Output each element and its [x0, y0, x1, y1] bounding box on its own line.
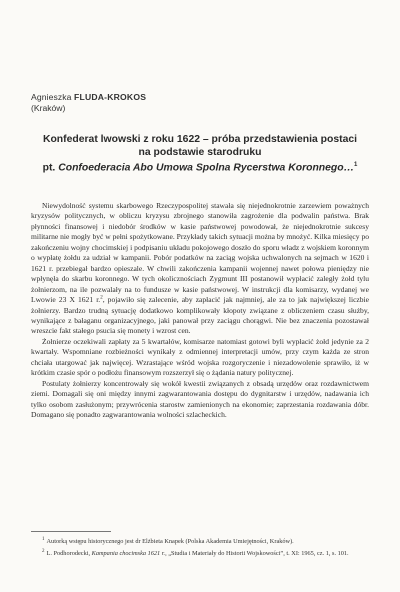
footnote-1-number: 1	[42, 537, 45, 542]
footnote-divider	[31, 531, 111, 532]
article-body	[31, 201, 369, 421]
author-affiliation: (Kraków)	[31, 103, 66, 113]
title-footnote-mark: 1	[354, 162, 358, 169]
author-last-name: FLUDA-KROKOS	[74, 92, 147, 102]
title-line-3-italic: Confoederacia Abo Umowa Spolna Rycerstwa Koronnego…	[58, 162, 355, 174]
paragraph-1	[31, 201, 369, 337]
article-title	[31, 133, 369, 175]
footnote-ref-2: 2	[100, 295, 103, 301]
paragraph-1-text-a: Niewydolność systemu skarbowego Rzeczypospolitej stawała się niejednokrotnie zarzewiem poważnych kryzysów politycznych, w obliczu kryzysu zbrojnego stanowiła zagrożenie dla podwalin państwa. Brak płynności finansowej i niedobór środków w kasie państwowej powodował, że niejednokrotnie sukcesy militarne nie mogły być w pełni spożytkowane. Przykłady takich sytuacji można by mnożyć. Kilka miesięcy po zakończeniu wojny chocimskiej i podpisaniu układu pokojowego doszło do sporu władz z wojskiem koronnym o wypłatę żołdu za udział w kampanii. Pobór podatków na zaciąg wojska uchwalonych na sejmach w 1620 i 1621 r. przebiegał bardzo opieszale. W chwili zakończenia kampanii wojennej nawet połowa pieniędzy nie wpłynęła do skarbu koronnego. W tych okolicznościach Zygmunt III postanowił wypłacić zaległy żołd tylu żołnierzom, na ile pozwalały na to fundusze w kasie państwowej. W instrukcji dla komisarzy, wydanej we Lwowie 23 X 1621 r.	[31, 201, 369, 305]
footnote-2-italic: Kampania chocimska 1621 r.	[91, 549, 166, 557]
footnote-1-text: Autorką wstępu historycznego jest dr Elżbieta Knapek (Polska Akademia Umiejętności, Kraków).	[46, 538, 294, 546]
footnote-2	[31, 547, 369, 559]
title-line-3	[31, 159, 369, 175]
title-line-1: Konfederat lwowski z roku 1622 – próba przedstawienia postaci	[42, 134, 358, 145]
footnote-2-text: L. Podhorodecki,	[46, 549, 92, 557]
title-line-2: na podstawie starodruku	[138, 147, 262, 159]
author-block	[31, 92, 146, 114]
footnotes	[31, 535, 369, 558]
paragraph-3: Postulaty żołnierzy koncentrowały się wokół kwestii związanych z obsadą urzędów oraz rozdawnictwem ziemi. Domagali się oni między innymi zagwarantowania dostępu do dygnitarstw i urzędów, nadawania ich tylko osobom zasłużonym; przywrócenia starostw zamienionych na ekonomie; zaprzestania rozdawania dóbr. Domagano się ponadto zagwarantowania wolności szlacheckich.	[31, 378, 369, 420]
footnote-2-tail: , „Studia i Materiały do Historii Wojskowości”, t. XI: 1965, cz. 1, s. 101.	[165, 549, 349, 557]
author-first-name: Agnieszka	[31, 92, 75, 102]
footnote-1	[31, 535, 369, 547]
paragraph-2: Żołnierze oczekiwali zapłaty za 5 kwartałów, komisarze natomiast gotowi byli wypłacić żołd jedynie za 2 kwartały. Wspomniane rozbieżności wynikały z odmiennej interpretacji umów, przy czym każda ze stron chciała utargować jak najwięcej. Wzrastające wśród wojska rozgoryczenie i niezadowolenie sprawiło, iż w krótkim czasie spór o podłożu finansowym rozszerzył się o żądania natury politycznej.	[31, 336, 369, 378]
footnote-2-number: 2	[42, 548, 45, 554]
paragraph-1-text-b: , pojawiło się zalecenie, aby zapłacić jak najmniej, ale za to jak największej liczbie żołnierzy. Bardzo trudną sytuację dodatkowo komplikowały kłopoty związane z obliczeniem czasu służby, wynikające z bałaganu organizacyjnego, jaki panował przy zaciągu chorągwi. Nie bez znaczenia pozostawał wreszcie fakt stałego psucia się monety i wzrost cen.	[31, 295, 369, 336]
author-name	[31, 92, 146, 103]
title-line-3-plain: pt.	[42, 162, 59, 174]
